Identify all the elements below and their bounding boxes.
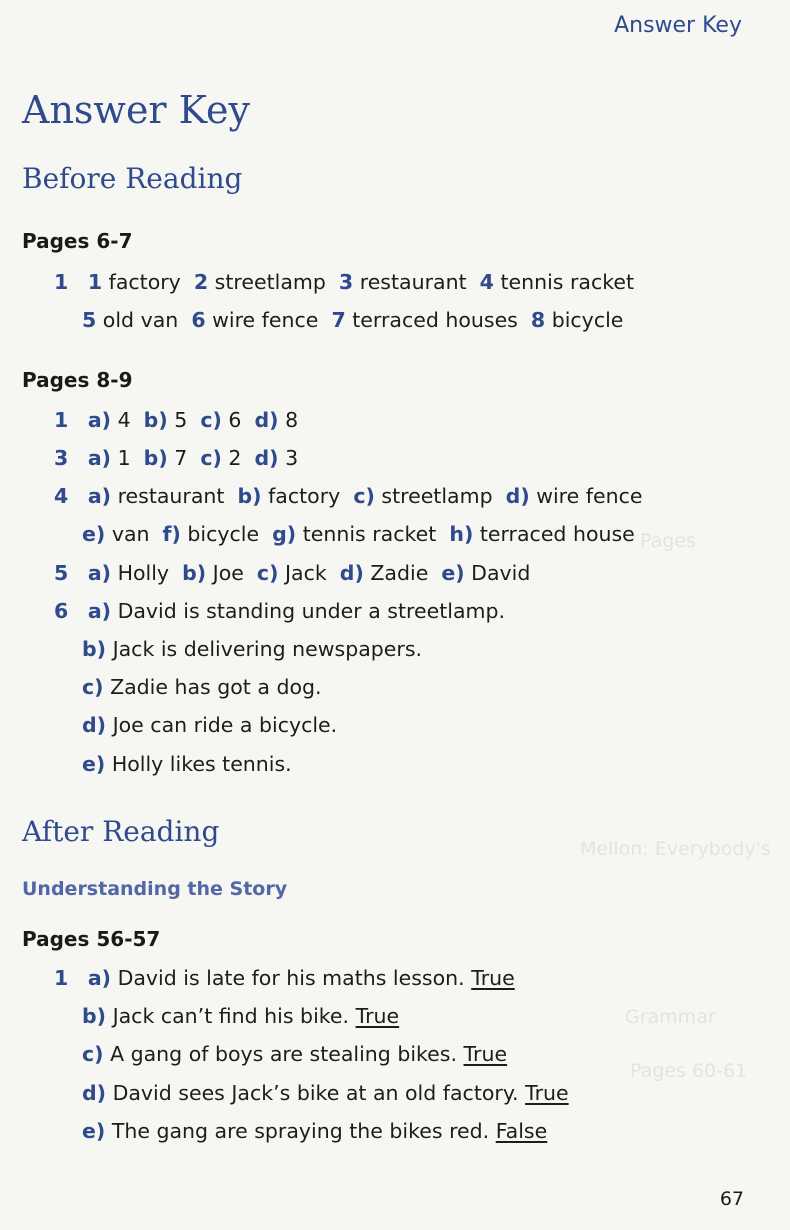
item-letter: b) [143, 446, 168, 470]
answer-text: streetlamp [381, 484, 493, 508]
answer-line [82, 713, 337, 737]
item-letter: b) [143, 408, 168, 432]
answer-text: Joe can ride a bicycle. [112, 713, 338, 737]
answer-verdict: False [495, 1119, 548, 1143]
answer-text: Joe [212, 561, 244, 585]
answer-text: 1 [117, 446, 131, 470]
answer-line [54, 599, 505, 623]
answer-text: terraced houses [352, 308, 518, 332]
subheading-understanding-the-story: Understanding the Story [22, 878, 288, 900]
answer-text: van [111, 522, 150, 546]
answer-text: David is late for his maths lesson. [117, 966, 465, 990]
item-letter: d) [505, 484, 530, 508]
answer-text: restaurant [359, 270, 467, 294]
item-letter: c) [353, 484, 375, 508]
answer-text: David [471, 561, 531, 585]
answer-line [82, 1004, 399, 1028]
item-number: 3 [338, 270, 354, 294]
answer-line [82, 1042, 507, 1066]
item-letter: g) [272, 522, 297, 546]
show-through-text: Mellon: Everybody's [580, 838, 771, 860]
item-letter: c) [82, 675, 104, 699]
show-through-text: Pages [640, 530, 696, 552]
answer-line [82, 752, 292, 776]
answer-text: Jack [284, 561, 327, 585]
question-number: 1 [54, 270, 69, 294]
pages-label-8-9: Pages 8-9 [22, 368, 133, 392]
answer-text: 2 [228, 446, 242, 470]
answer-text: tennis racket [302, 522, 437, 546]
item-letter: c) [200, 408, 222, 432]
answer-text: 5 [174, 408, 188, 432]
item-letter: b) [237, 484, 262, 508]
answer-text: Jack can’t find his bike. [112, 1004, 350, 1028]
answer-text: Jack is delivering newspapers. [112, 637, 423, 661]
answer-verdict: True [525, 1081, 569, 1105]
answer-text: streetlamp [214, 270, 326, 294]
answer-line [54, 408, 298, 432]
item-letter: d) [254, 408, 279, 432]
item-letter: a) [87, 599, 112, 623]
item-letter: b) [182, 561, 207, 585]
answer-text: factory [268, 484, 341, 508]
item-letter: b) [82, 637, 107, 661]
item-number: 5 [82, 308, 97, 332]
section-heading-after-reading: After Reading [22, 815, 220, 848]
answer-text: bicycle [187, 522, 260, 546]
item-number: 2 [193, 270, 209, 294]
item-letter: e) [82, 522, 106, 546]
item-number: 8 [530, 308, 546, 332]
question-number: 5 [54, 561, 69, 585]
answer-line [54, 446, 298, 470]
item-letter: b) [82, 1004, 107, 1028]
show-through-text: Pages 60-61 [630, 1060, 748, 1082]
answer-verdict: True [463, 1042, 508, 1066]
answer-text: wire fence [536, 484, 643, 508]
answer-text: David is standing under a streetlamp. [117, 599, 506, 623]
item-letter: d) [82, 1081, 107, 1105]
answer-text: factory [108, 270, 181, 294]
item-letter: e) [441, 561, 465, 585]
item-letter: a) [87, 561, 112, 585]
answer-text: terraced house [479, 522, 635, 546]
item-number: 4 [479, 270, 494, 294]
running-head: Answer Key [614, 13, 742, 38]
answer-text: bicycle [551, 308, 624, 332]
answer-text: Holly [117, 561, 170, 585]
item-letter: d) [82, 713, 107, 737]
answer-verdict: True [355, 1004, 400, 1028]
item-letter: a) [87, 484, 112, 508]
question-number: 1 [54, 408, 69, 432]
question-number: 1 [54, 966, 69, 990]
answer-line [54, 561, 530, 585]
answer-verdict: True [471, 966, 515, 990]
answer-text: The gang are spraying the bikes red. [111, 1119, 490, 1143]
answer-text: 4 [117, 408, 131, 432]
item-letter: f) [162, 522, 181, 546]
answer-text: restaurant [117, 484, 225, 508]
item-number: 1 [87, 270, 103, 294]
item-letter: c) [82, 1042, 104, 1066]
answer-text: tennis racket [500, 270, 635, 294]
item-letter: a) [87, 966, 112, 990]
answer-line [82, 675, 322, 699]
answer-line [82, 308, 623, 332]
page-title: Answer Key [22, 88, 250, 132]
answer-line [82, 1119, 547, 1143]
answer-line [82, 522, 635, 546]
answer-text: A gang of boys are stealing bikes. [110, 1042, 457, 1066]
answer-line [54, 484, 643, 508]
answer-text: wire fence [212, 308, 319, 332]
item-number: 6 [191, 308, 206, 332]
answer-text: 3 [285, 446, 299, 470]
item-letter: d) [339, 561, 364, 585]
section-heading-before-reading: Before Reading [22, 162, 243, 195]
item-letter: a) [87, 408, 112, 432]
pages-label-56-57: Pages 56-57 [22, 927, 161, 951]
item-letter: c) [200, 446, 222, 470]
answer-text: old van [102, 308, 179, 332]
item-number: 7 [331, 308, 346, 332]
answer-text: Holly likes tennis. [111, 752, 292, 776]
show-through-text: Grammar [625, 1006, 716, 1028]
page-number: 67 [719, 1188, 744, 1210]
item-letter: d) [254, 446, 279, 470]
answer-line [54, 966, 515, 990]
question-number: 3 [54, 446, 69, 470]
answer-text: David sees Jack’s bike at an old factory. [112, 1081, 519, 1105]
answer-text: Zadie has got a dog. [110, 675, 322, 699]
item-letter: a) [87, 446, 112, 470]
answer-text: Zadie [370, 561, 429, 585]
answer-text: 7 [174, 446, 188, 470]
item-letter: c) [256, 561, 279, 585]
answer-text: 8 [285, 408, 299, 432]
question-number: 6 [54, 599, 69, 623]
answer-line [82, 1081, 569, 1105]
pages-label-6-7: Pages 6-7 [22, 229, 133, 253]
item-letter: h) [449, 522, 474, 546]
answer-line [54, 270, 634, 294]
question-number: 4 [54, 484, 69, 508]
item-letter: e) [82, 1119, 106, 1143]
answer-text: 6 [228, 408, 242, 432]
answer-line [82, 637, 422, 661]
item-letter: e) [82, 752, 106, 776]
